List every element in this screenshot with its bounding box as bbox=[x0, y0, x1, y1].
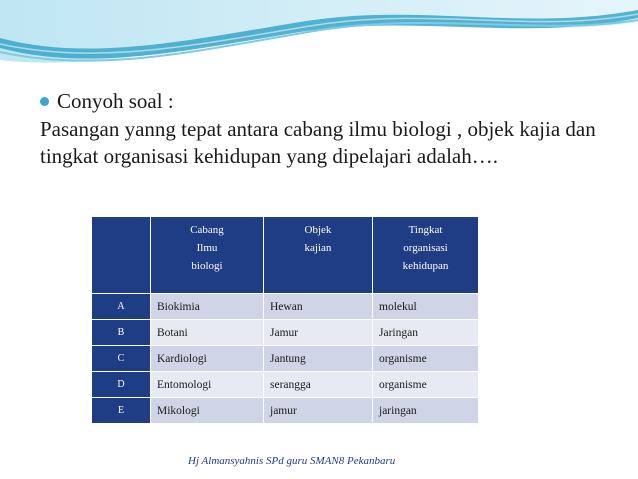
header-cabang-line-3: biologi bbox=[191, 260, 223, 272]
cell-objek: Jamur bbox=[264, 320, 373, 346]
table-row bbox=[92, 346, 479, 372]
cell-cabang: Biokimia bbox=[151, 294, 264, 320]
answer-table bbox=[91, 216, 479, 424]
cell-cabang: Botani bbox=[151, 320, 264, 346]
header-cabang-line-1: Cabang bbox=[190, 224, 224, 236]
header-tingkat-line-3: kehidupan bbox=[402, 260, 449, 272]
header-tingkat-line-2: organisasi bbox=[403, 242, 448, 254]
header-cabang-line-2: Ilmu bbox=[196, 242, 218, 254]
table-header-row bbox=[92, 217, 479, 294]
cell-tingkat: organisme bbox=[373, 346, 479, 372]
row-letter: E bbox=[92, 398, 151, 424]
header-tingkat bbox=[373, 217, 479, 294]
cell-cabang: Kardiologi bbox=[151, 346, 264, 372]
cell-tingkat: jaringan bbox=[373, 398, 479, 424]
bullet-icon bbox=[40, 97, 49, 106]
slide-heading: Conyoh soal : bbox=[57, 89, 174, 113]
cell-cabang: Entomologi bbox=[151, 372, 264, 398]
header-tingkat-line-1: Tingkat bbox=[408, 224, 443, 236]
row-letter: C bbox=[92, 346, 151, 372]
row-letter: B bbox=[92, 320, 151, 346]
slide-footer: Hj Almansyahnis SPd guru SMAN8 Pekanbaru bbox=[188, 455, 396, 467]
decorative-wave-banner bbox=[0, 0, 638, 80]
cell-objek: jamur bbox=[264, 398, 373, 424]
header-objek-line-1: Objek bbox=[304, 224, 332, 236]
table-row bbox=[92, 398, 479, 424]
header-objek bbox=[264, 217, 373, 294]
header-cabang bbox=[151, 217, 264, 294]
heading-line bbox=[40, 89, 174, 114]
cell-objek: serangga bbox=[264, 372, 373, 398]
cell-tingkat: organisme bbox=[373, 372, 479, 398]
cell-objek: Jantung bbox=[264, 346, 373, 372]
cell-tingkat: Jaringan bbox=[373, 320, 479, 346]
question-text: Pasangan yanng tepat antara cabang ilmu biologi , objek kajia dan tingkat organisasi kehidupan yang dipelajari adalah…. bbox=[40, 117, 596, 168]
header-objek-line-2: kajian bbox=[304, 242, 332, 254]
cell-objek: Hewan bbox=[264, 294, 373, 320]
cell-cabang: Mikologi bbox=[151, 398, 264, 424]
table-row bbox=[92, 294, 479, 320]
header-blank-cell bbox=[92, 217, 151, 294]
cell-tingkat: molekul bbox=[373, 294, 479, 320]
row-letter: A bbox=[92, 294, 151, 320]
row-letter: D bbox=[92, 372, 151, 398]
table-row bbox=[92, 372, 479, 398]
table-row bbox=[92, 320, 479, 346]
